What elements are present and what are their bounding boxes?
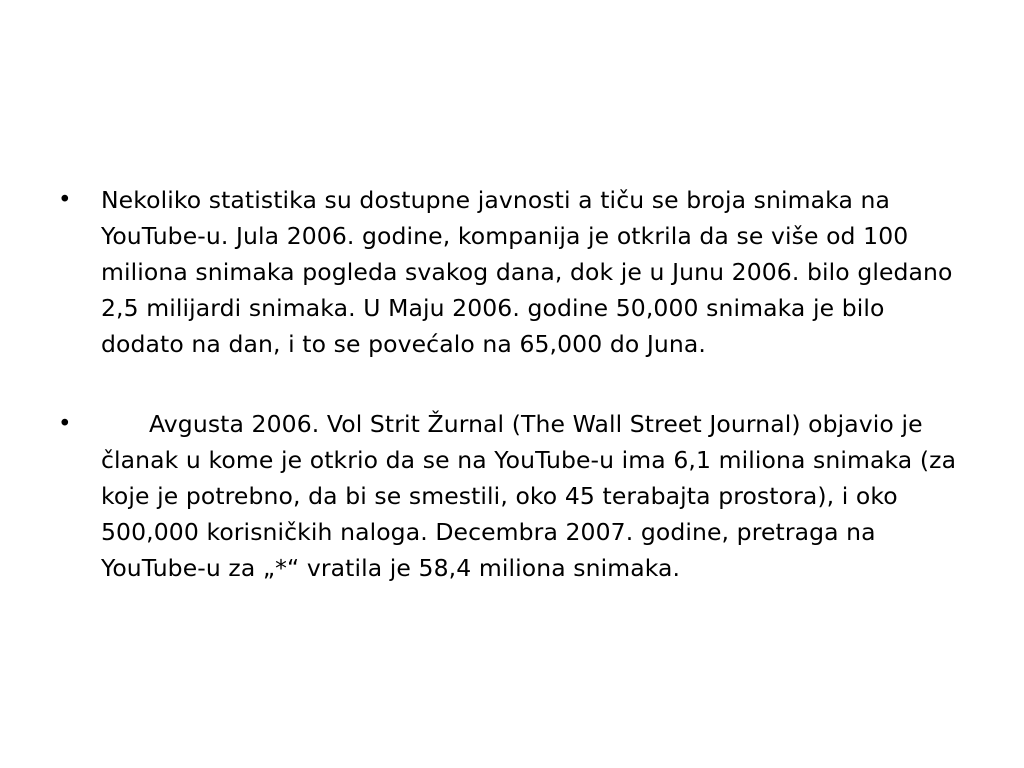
bullet-item-wall-street-journal: [58, 406, 968, 586]
bullet-text: Nekoliko statistika su dostupne javnosti a tiču se broja snimaka na YouTube-u. Jula 2006. godine, kompanija je otkrila da se više od 100 miliona snimaka pogleda svakog dana, dok je u Junu 2006. bilo gledano 2,5 milijardi snimaka. U Maju 2006. godine 50,000 snimaka je bilo dodato na dan, i to se povećalo na 65,000 do Juna.: [101, 186, 961, 358]
bullet-item-statistics: [58, 182, 968, 362]
bullet-text: Avgusta 2006. Vol Strit Žurnal (The Wall Street Journal) objavio je članak u kome je otkrio da se na YouTube-u ima 6,1 miliona snimaka (za koje je potrebno, da bi se smestili, oko 45 terabajta prostora), i oko 500,000 korisničkih naloga. Decembra 2007. godine, pretraga na YouTube-u za „*“ vratila je 58,4 miliona snimaka.: [101, 410, 964, 582]
bullet-dot-icon: •: [58, 411, 72, 437]
bullet-dot-icon: •: [58, 187, 72, 213]
bullet-list: [58, 182, 968, 630]
